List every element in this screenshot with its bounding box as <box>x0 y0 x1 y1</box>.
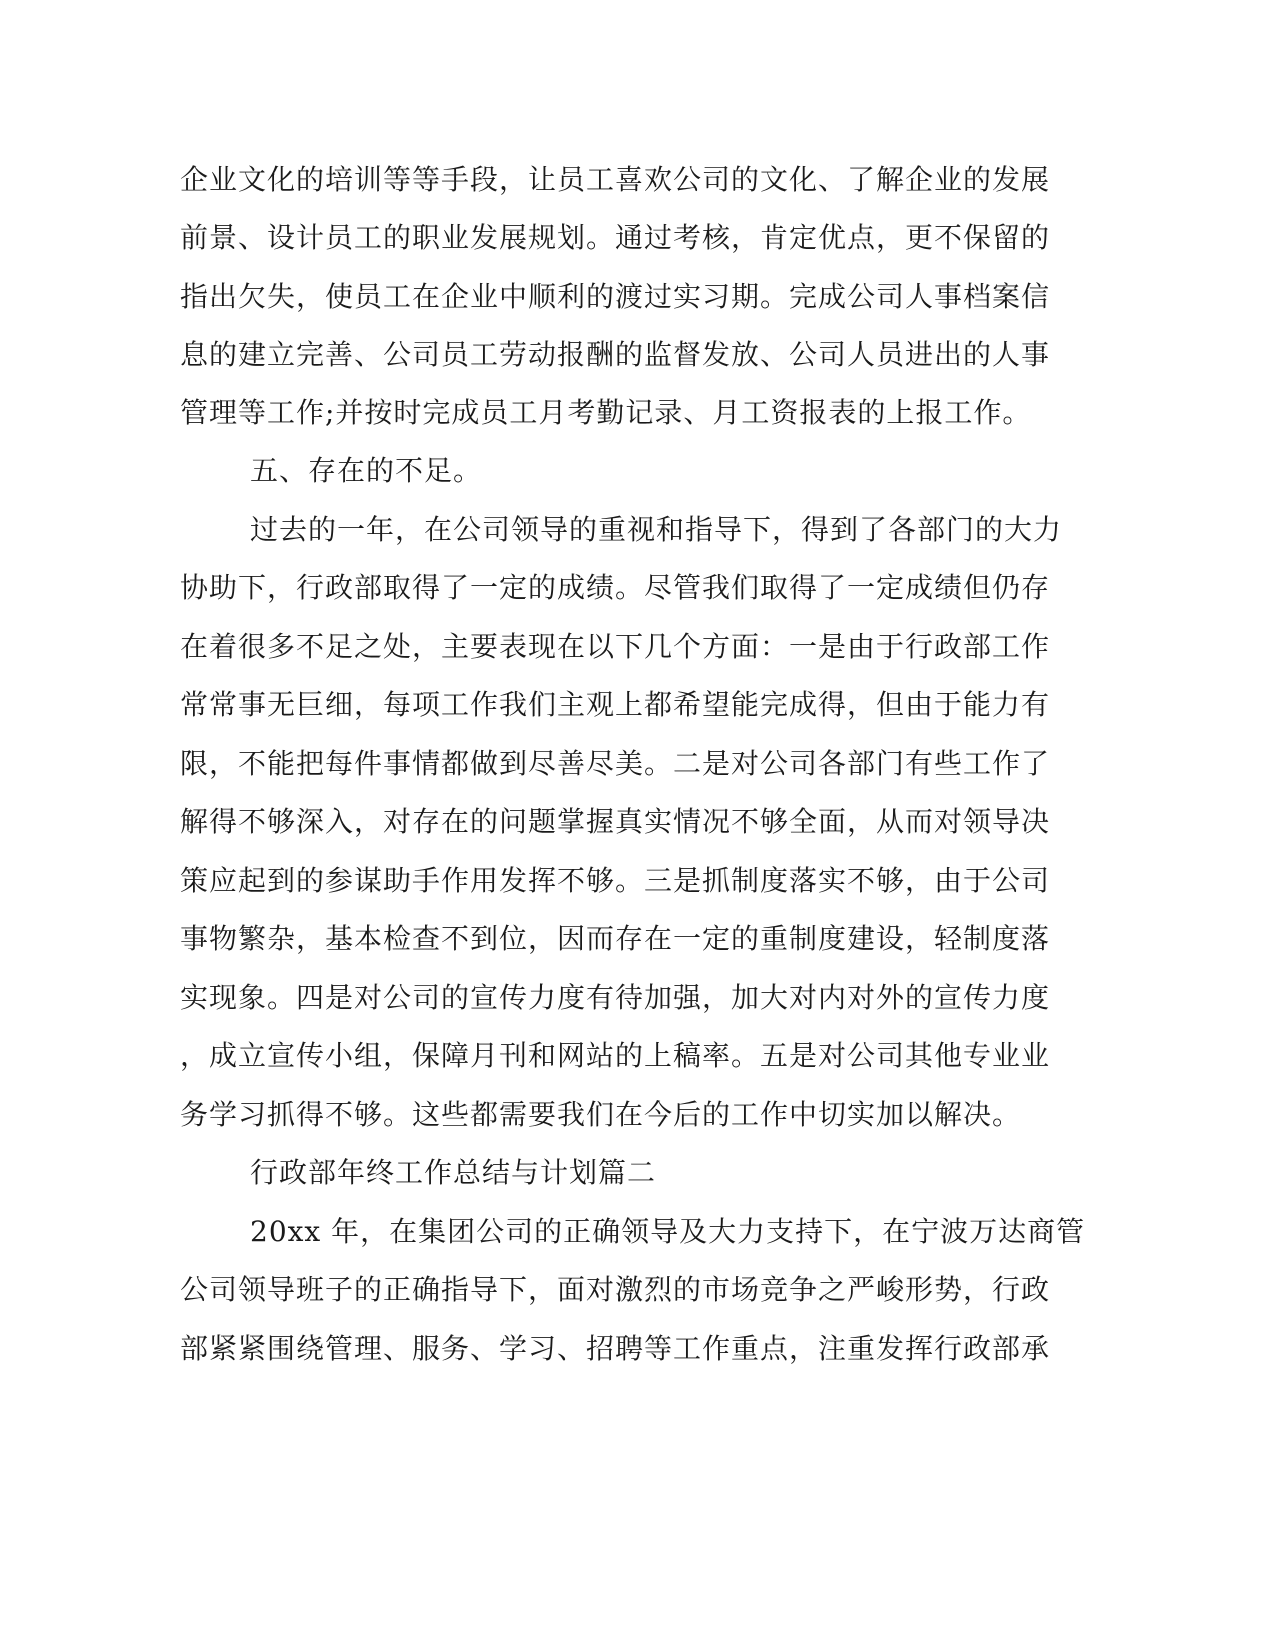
text-line: 实现象。四是对公司的宣传力度有待加强，加大对内对外的宣传力度 <box>180 981 1051 1014</box>
text-line: 公司领导班子的正确指导下，面对激烈的市场竞争之严峻形势，行政 <box>180 1273 1051 1306</box>
text-line: 息的建立完善、公司员工劳动报酬的监督发放、公司人员进出的人事 <box>180 338 1051 371</box>
text-line: ，成立宣传小组，保障月刊和网站的上稿率。五是对公司其他专业业 <box>180 1039 1051 1072</box>
text-line: 管理等工作;并按时完成员工月考勤记录、月工资报表的上报工作。 <box>180 396 1032 429</box>
text-line: 部紧紧围绕管理、服务、学习、招聘等工作重点，注重发挥行政部承 <box>180 1332 1051 1365</box>
text-line: 务学习抓得不够。这些都需要我们在今后的工作中切实加以解决。 <box>180 1098 1022 1131</box>
text-line: 在着很多不足之处，主要表现在以下几个方面：一是由于行政部工作 <box>180 630 1051 663</box>
text-line: 常常事无巨细，每项工作我们主观上都希望能完成得，但由于能力有 <box>180 688 1051 721</box>
section-heading: 五、存在的不足。 <box>250 454 483 487</box>
text-line: 前景、设计员工的职业发展规划。通过考核，肯定优点，更不保留的 <box>180 221 1051 254</box>
text-line: 事物繁杂，基本检查不到位，因而存在一定的重制度建设，轻制度落 <box>180 922 1051 955</box>
article-title: 行政部年终工作总结与计划篇二 <box>250 1156 657 1189</box>
text-line: 20xx 年，在集团公司的正确领导及大力支持下，在宁波万达商管 <box>250 1215 1086 1248</box>
text-line: 指出欠失，使员工在企业中顺利的渡过实习期。完成公司人事档案信 <box>180 280 1051 313</box>
text-line: 限，不能把每件事情都做到尽善尽美。二是对公司各部门有些工作了 <box>180 747 1051 780</box>
text-line: 解得不够深入，对存在的问题掌握真实情况不够全面，从而对领导决 <box>180 805 1051 838</box>
text-line: 协助下，行政部取得了一定的成绩。尽管我们取得了一定成绩但仍存 <box>180 571 1051 604</box>
text-line: 策应起到的参谋助手作用发挥不够。三是抓制度落实不够，由于公司 <box>180 864 1051 897</box>
text-line: 过去的一年，在公司领导的重视和指导下，得到了各部门的大力 <box>250 513 1063 546</box>
text-line: 企业文化的培训等等手段，让员工喜欢公司的文化、了解企业的发展 <box>180 163 1051 196</box>
